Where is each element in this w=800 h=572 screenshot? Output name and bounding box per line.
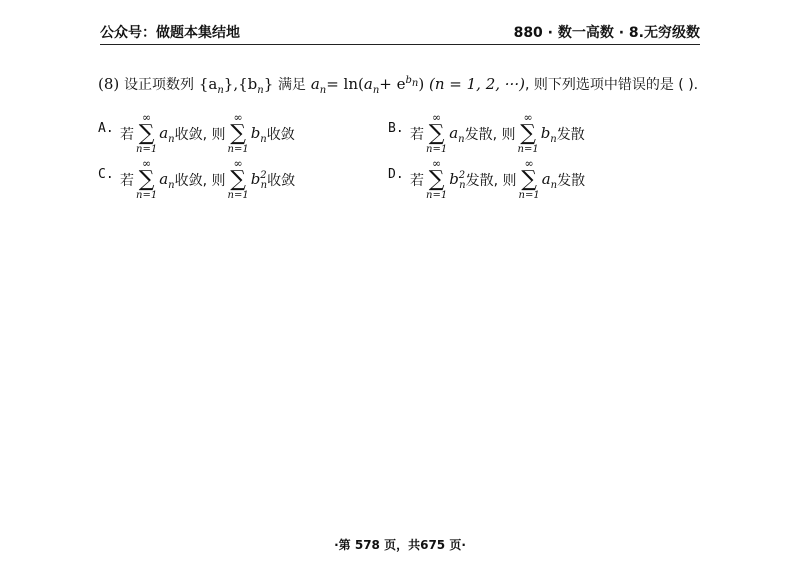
sum-symbol: ∞ ∑ n=1 <box>227 157 249 201</box>
option-body: 若 ∞ ∑ n=1 $a_n$ 收敛, 则 ∞ ∑ n=1 $b^2_n$ 收敛 <box>120 157 296 201</box>
option-label: B. <box>388 121 404 136</box>
question-stem: (8) 设正项数列 $\{a_n\},\{b_n\}$ 满足 $a_n= \ln(a_n+ e^{b_n}) (n = 1$, 2, ···), 则下列选项中错误的是 ( ). <box>98 75 699 96</box>
option-body: 若 ∞ ∑ n=1 $a_n$ 发散, 则 ∞ ∑ n=1 $b_n$ 发散 <box>410 111 585 155</box>
option-body: 若 ∞ ∑ n=1 $a_n$ 收敛, 则 ∞ ∑ n=1 $b_n$ 收敛 <box>120 111 295 155</box>
header-source: 公众号：做题本集结地 <box>100 25 240 41</box>
page-footer: ·第 578 页，共675 页· <box>334 538 466 552</box>
option-label: A. <box>98 121 114 136</box>
header-chapter: 880 · 数一高数 · 8.无穷级数 <box>513 25 700 41</box>
option-label: C. <box>98 167 114 182</box>
sum-symbol: ∞ ∑ n=1 <box>136 111 158 155</box>
question-satisfy: 满足 <box>278 77 307 93</box>
question-number: (8) <box>98 75 120 93</box>
option-body: 若 ∞ ∑ n=1 $b^2_n$ 发散, 则 ∞ ∑ n=1 $a_n$ 发散 <box>410 157 586 201</box>
sum-symbol: ∞ ∑ n=1 <box>517 111 539 155</box>
seq-a: $\{a_n\}$ <box>198 75 234 96</box>
index-domain: (n = 1, 2, ···) <box>429 75 525 93</box>
sum-symbol: ∞ ∑ n=1 <box>518 157 540 201</box>
question-suffix: , 则下列选项中错误的是 ( ). <box>524 77 699 93</box>
question-prefix: 设正项数列 <box>124 77 195 93</box>
sum-symbol: ∞ ∑ n=1 <box>426 111 448 155</box>
sum-symbol: ∞ ∑ n=1 <box>426 157 448 201</box>
seq-b: $\{b_n\}$ <box>238 75 274 96</box>
recurrence-formula: $a_n= \ln(a_n+ e^{b_n})$ <box>310 75 425 96</box>
page-header <box>100 22 700 45</box>
sum-symbol: ∞ ∑ n=1 <box>136 157 158 201</box>
sum-symbol: ∞ ∑ n=1 <box>227 111 249 155</box>
option-label: D. <box>388 167 404 182</box>
